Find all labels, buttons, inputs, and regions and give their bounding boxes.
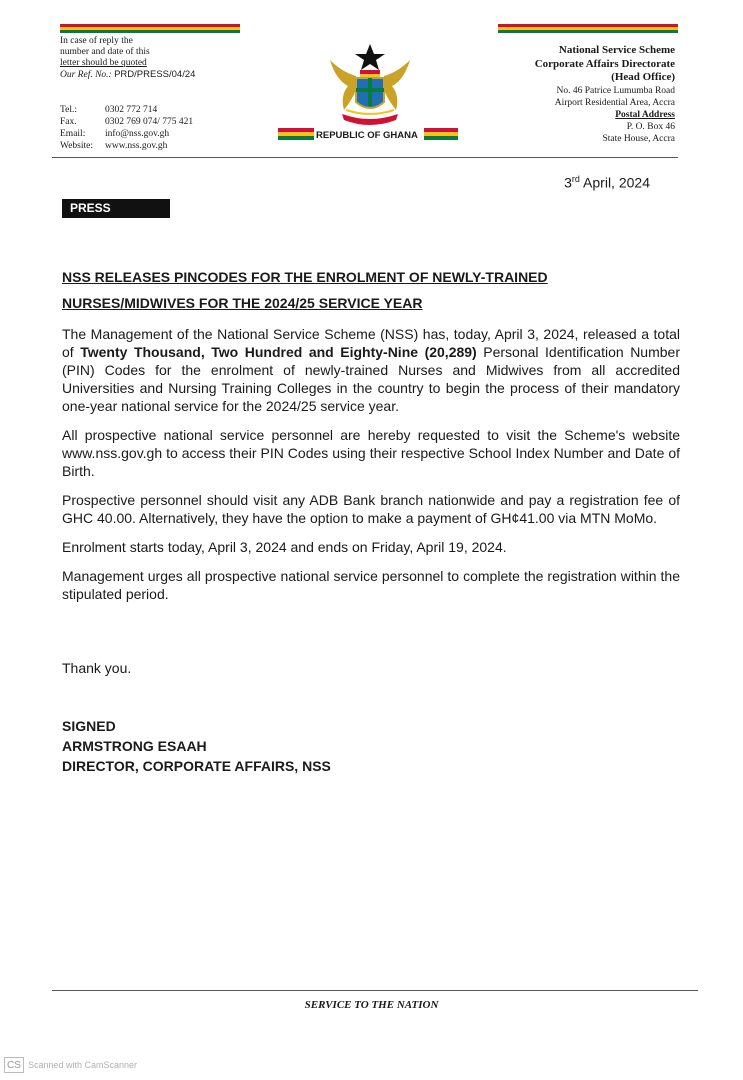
scanner-watermark: CS Scanned with CamScanner xyxy=(4,1057,137,1073)
coat-of-arms-icon xyxy=(322,40,418,132)
paragraph-4: Enrolment starts today, April 3, 2024 and ends on Friday, April 19, 2024. xyxy=(62,539,507,555)
organisation-block: National Service Scheme Corporate Affairs Directorate (Head Office) No. 46 Patrice Lumumba Road Airport Residential Area, Accra Postal Address P. O. Box 46 State House, Accra xyxy=(534,44,675,144)
closing-thanks: Thank you. xyxy=(62,660,132,676)
header-divider xyxy=(52,157,678,158)
paragraph-3: Prospective personnel should visit any ADB Bank branch nationwide and pay a registration fee of GHC 40.00. Alternatively, they have the option to make a payment of GH¢41.00 via MTN MoMo. xyxy=(62,492,680,526)
camscanner-logo-icon: CS xyxy=(4,1057,24,1073)
signature-block: SIGNED ARMSTRONG ESAAH DIRECTOR, CORPORATE AFFAIRS, NSS xyxy=(62,718,331,774)
press-release-badge: PRESS RELEASE xyxy=(62,199,170,218)
republic-label: REPUBLIC OF GHANA xyxy=(316,130,418,141)
reference-number: Our Ref. No.: PRD/PRESS/04/24 xyxy=(60,69,196,80)
flag-bar-left xyxy=(60,24,240,33)
republic-flag-right xyxy=(424,128,458,140)
footer-divider xyxy=(52,990,698,991)
press-release-title: NSS RELEASES PINCODES FOR THE ENROLMENT OF NEWLY-TRAINED NURSES/MIDWIVES FOR THE 2024/25 SERVICE YEAR xyxy=(62,269,548,311)
footer-motto: SERVICE TO THE NATION xyxy=(304,999,439,1011)
reply-note: In case of reply the number and date of this letter should be quoted Our Ref. No.: PRD/PRESS/04/24 xyxy=(60,36,196,80)
flag-bar-right xyxy=(498,24,678,33)
release-date: 3rd April, 2024 xyxy=(564,174,650,191)
republic-flag-left xyxy=(278,128,314,140)
press-release-body xyxy=(62,325,680,614)
paragraph-1: The Management of the National Service Scheme (NSS) has, today, April 3, 2024, released a total of Twenty Thousand, Two Hundred and Eighty-Nine (20,289) Personal Identification Number (PIN) Codes for the enrolment of newly-trained Nurses and Midwives from all accredited Universities and Nursing Training Colleges in the country to begin the process of their mandatory one-year national service for the 2024/25 service year. xyxy=(62,326,680,414)
contact-block: Tel.: 0302 772 714 Fax. 0302 769 074/ 775 421 Email: info@nss.gov.gh Website: www.nss.gov.gh xyxy=(60,105,194,151)
paragraph-2: All prospective national service personnel are hereby requested to visit the Scheme's website www.nss.gov.gh to access their PIN Codes using their respective School Index Number and Date of Birth. xyxy=(62,427,680,479)
paragraph-5: Management urges all prospective national service personnel to complete the registration within the stipulated period. xyxy=(62,568,680,602)
